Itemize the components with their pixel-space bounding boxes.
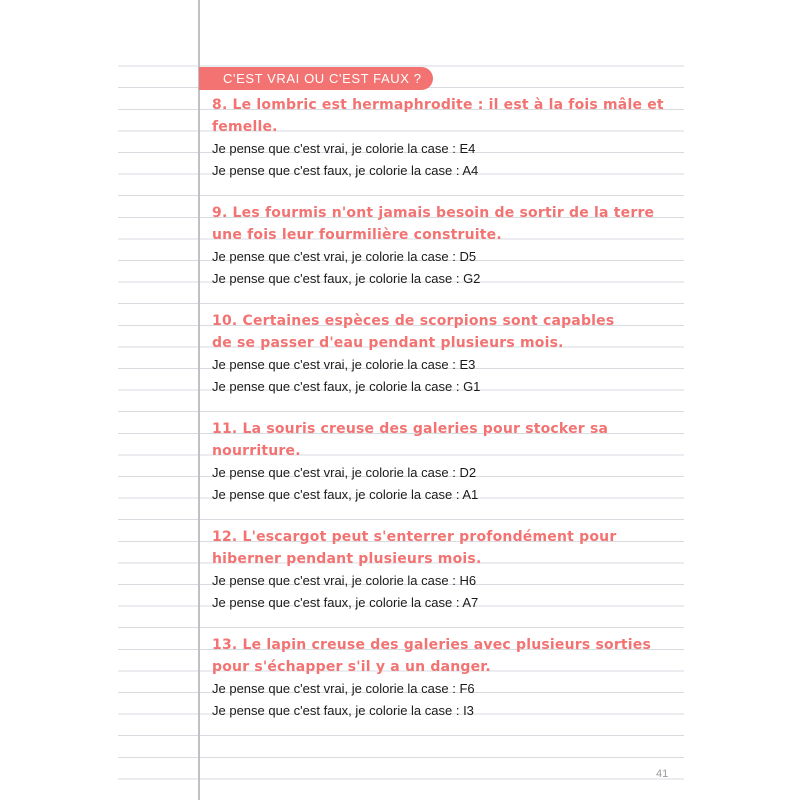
question-block (212, 203, 672, 289)
answer-vrai: Je pense que c'est vrai, je colorie la case : D5 (212, 249, 477, 265)
answer-vrai: Je pense que c'est vrai, je colorie la case : E3 (212, 357, 476, 373)
answer-faux: Je pense que c'est faux, je colorie la case : G1 (212, 378, 481, 394)
question-block (212, 635, 672, 721)
notebook-margin-line (198, 0, 200, 800)
answer-vrai: Je pense que c'est vrai, je colorie la case : E4 (212, 141, 476, 157)
answer-faux: Je pense que c'est faux, je colorie la case : I3 (212, 702, 474, 718)
answer-vrai: Je pense que c'est vrai, je colorie la case : H6 (212, 573, 477, 589)
answer-vrai: Je pense que c'est vrai, je colorie la case : F6 (212, 681, 475, 697)
section-banner: C'EST VRAI OU C'EST FAUX ? (199, 67, 433, 90)
question-title: 11. La souris creuse des galeries pour stocker sa nourriture. (212, 421, 609, 459)
question-block (212, 527, 672, 613)
question-title: 13. Le lapin creuse des galeries avec plusieurs sorties pour s'échapper s'il y a un danger. (212, 637, 652, 675)
left-margin (0, 0, 118, 800)
question-block (212, 311, 672, 397)
page-top-margin (0, 0, 800, 62)
question-title: 10. Certaines espèces de scorpions sont capables de se passer d'eau pendant plusieurs mois. (212, 313, 615, 351)
question-block (212, 95, 672, 181)
right-margin (684, 0, 800, 800)
answer-faux: Je pense que c'est faux, je colorie la case : G2 (212, 270, 481, 286)
answer-faux: Je pense que c'est faux, je colorie la case : A7 (212, 594, 479, 610)
answer-vrai: Je pense que c'est vrai, je colorie la case : D2 (212, 465, 477, 481)
answer-faux: Je pense que c'est faux, je colorie la case : A1 (212, 486, 479, 502)
answer-faux: Je pense que c'est faux, je colorie la case : A4 (212, 162, 479, 178)
question-title: 9. Les fourmis n'ont jamais besoin de sortir de la terre une fois leur fourmilière construite. (212, 205, 655, 243)
page-number: 41 (656, 768, 669, 780)
question-title: 8. Le lombric est hermaphrodite : il est à la fois mâle et femelle. (212, 97, 664, 135)
question-block (212, 419, 672, 505)
question-title: 12. L'escargot peut s'enterrer profondément pour hiberner pendant plusieurs mois. (212, 529, 617, 567)
